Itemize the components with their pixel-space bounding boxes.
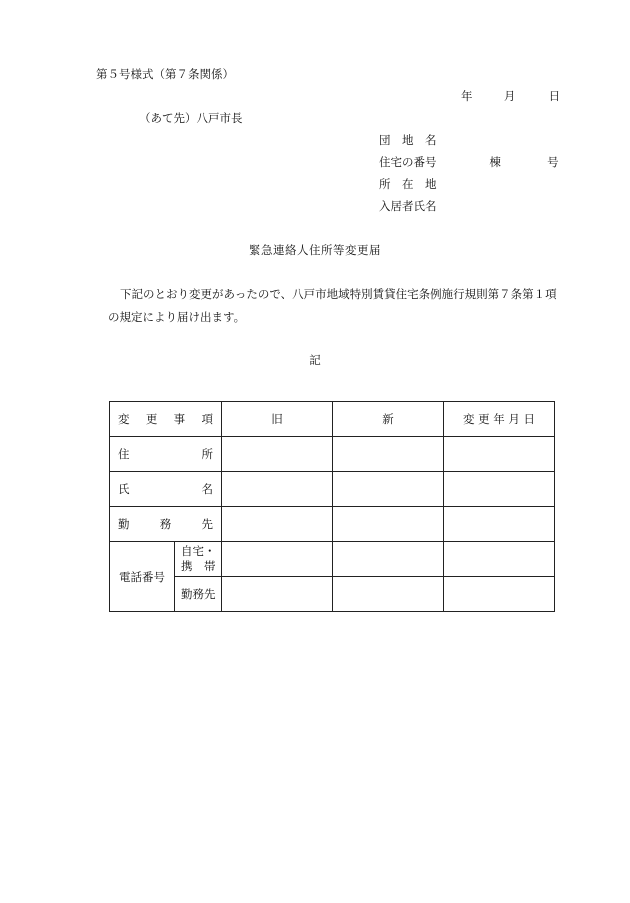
date-line bbox=[461, 88, 560, 104]
phone-work-new-cell[interactable] bbox=[333, 577, 444, 612]
applicant-nyukyosha bbox=[379, 198, 439, 214]
shimei-old-cell[interactable] bbox=[222, 472, 333, 507]
table-row bbox=[110, 437, 555, 472]
jusho-date-cell[interactable] bbox=[444, 437, 555, 472]
change-table bbox=[109, 401, 555, 612]
kinmusaki-old-cell[interactable] bbox=[222, 507, 333, 542]
header-new: 新 bbox=[333, 402, 444, 437]
applicant-danchi bbox=[379, 132, 439, 148]
table-row bbox=[110, 507, 555, 542]
shimei-new-cell[interactable] bbox=[333, 472, 444, 507]
mune-label: 棟 bbox=[489, 155, 501, 169]
row-label-jusho: 住 所 bbox=[110, 437, 222, 472]
form-number: 第５号様式（第７条関係） bbox=[96, 67, 234, 81]
date-month-label: 月 bbox=[503, 89, 516, 103]
phone-home-old-cell[interactable] bbox=[222, 542, 333, 577]
phone-home-new-cell[interactable] bbox=[333, 542, 444, 577]
jutaku-label: 住宅の番号 bbox=[379, 155, 437, 169]
go-label: 号 bbox=[547, 155, 559, 169]
danchi-label: 団 地 名 bbox=[379, 133, 437, 147]
phone-work-old-cell[interactable] bbox=[222, 577, 333, 612]
table-row bbox=[110, 542, 555, 577]
nyukyosha-label: 入居者氏名 bbox=[379, 199, 437, 213]
kinmusaki-new-cell[interactable] bbox=[333, 507, 444, 542]
phone-work-date-cell[interactable] bbox=[444, 577, 555, 612]
applicant-shozaichi bbox=[379, 176, 439, 192]
jusho-old-cell[interactable] bbox=[222, 437, 333, 472]
date-day-label: 日 bbox=[548, 89, 561, 103]
phone-home-date-cell[interactable] bbox=[444, 542, 555, 577]
shimei-date-cell[interactable] bbox=[444, 472, 555, 507]
body-text-line-2: の規定により届け出ます。 bbox=[108, 310, 246, 324]
applicant-jutaku bbox=[379, 154, 559, 170]
document-title: 緊急連絡人住所等変更届 bbox=[249, 243, 381, 257]
table-row bbox=[110, 472, 555, 507]
row-label-phone-work: 勤務先 bbox=[175, 577, 222, 612]
body-text-line-1: 下記のとおり変更があったので、八戸市地域特別賃貸住宅条例施行規則第７条第１項 bbox=[120, 287, 557, 301]
date-year-label: 年 bbox=[461, 89, 473, 103]
row-label-phone: 電話番号 bbox=[110, 542, 175, 612]
header-date: 変 更 年 月 日 bbox=[444, 402, 555, 437]
table-header-row bbox=[110, 402, 555, 437]
kinmusaki-date-cell[interactable] bbox=[444, 507, 555, 542]
header-old: 旧 bbox=[222, 402, 333, 437]
jusho-new-cell[interactable] bbox=[333, 437, 444, 472]
shozaichi-label: 所 在 地 bbox=[379, 177, 437, 191]
ki-heading: 記 bbox=[309, 353, 321, 367]
row-label-phone-home: 自宅・ 携 帯 bbox=[175, 542, 222, 577]
row-label-kinmusaki: 勤 務 先 bbox=[110, 507, 222, 542]
table-row bbox=[110, 577, 555, 612]
row-label-shimei: 氏 名 bbox=[110, 472, 222, 507]
addressee: （あて先）八戸市長 bbox=[139, 111, 243, 125]
header-item: 変 更 事 項 bbox=[110, 402, 222, 437]
